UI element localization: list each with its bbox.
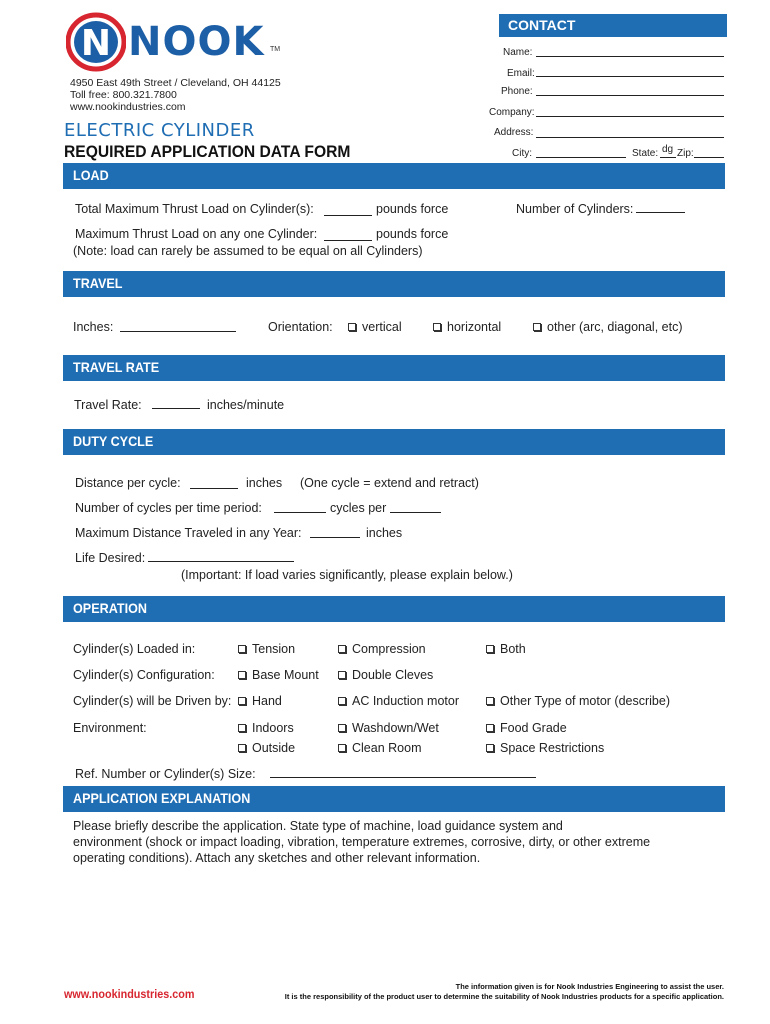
zip-label: Zip: xyxy=(677,148,694,159)
application-text-line1: Please briefly describe the application. State type of machine, load guidance system and xyxy=(73,819,563,833)
both-label: Both xyxy=(500,642,526,656)
indoors-label: Indoors xyxy=(252,721,294,735)
max-distance-unit: inches xyxy=(366,526,403,540)
life-note: (Important: If load varies significantly, please explain below.) xyxy=(181,568,513,582)
form-title: ELECTRIC CYLINDER xyxy=(64,120,255,141)
logo-letter: N xyxy=(80,23,112,64)
form-subtitle: REQUIRED APPLICATION DATA FORM xyxy=(64,142,351,161)
num-cylinders-label: Number of Cylinders: xyxy=(516,202,634,216)
checkbox[interactable] xyxy=(238,744,246,752)
company-label: Company: xyxy=(489,107,535,118)
hand-option[interactable] xyxy=(238,694,282,708)
max-thrust-unit: pounds force xyxy=(376,227,449,241)
distance-unit: inches xyxy=(246,476,283,490)
state-field[interactable] xyxy=(660,157,676,158)
cycles-field[interactable] xyxy=(274,512,326,513)
max-distance-field[interactable] xyxy=(310,537,360,538)
address-field[interactable] xyxy=(536,137,724,138)
checkbox[interactable] xyxy=(533,323,541,331)
food-grade-option[interactable] xyxy=(486,721,567,735)
space-restrictions-label: Space Restrictions xyxy=(500,741,605,755)
horizontal-label: horizontal xyxy=(447,320,502,334)
food-grade-label: Food Grade xyxy=(500,721,567,735)
load-note: (Note: load can rarely be assumed to be equal on all Cylinders) xyxy=(73,244,423,258)
inches-label: Inches: xyxy=(73,320,114,334)
disclaimer-line1: The information given is for Nook Industries Engineering to assist the user. xyxy=(455,982,724,991)
section-travel-heading: TRAVEL xyxy=(63,271,725,297)
city-label: City: xyxy=(512,148,532,159)
travel-rate-unit: inches/minute xyxy=(207,398,285,412)
city-field[interactable] xyxy=(536,157,626,158)
address-label: Address: xyxy=(494,127,534,138)
compression-label: Compression xyxy=(352,642,426,656)
tension-label: Tension xyxy=(252,642,296,656)
state-value[interactable]: dg xyxy=(662,144,674,155)
other-orientation-label: other (arc, diagonal, etc) xyxy=(547,320,683,334)
checkbox[interactable] xyxy=(238,697,246,705)
trademark: TM xyxy=(270,46,281,53)
checkbox[interactable] xyxy=(486,724,494,732)
other-orientation-option[interactable] xyxy=(533,320,683,334)
company-field[interactable] xyxy=(536,116,724,117)
email-field[interactable] xyxy=(536,76,724,77)
phone-line: Toll free: 800.321.7800 xyxy=(70,89,177,101)
state-label: State: xyxy=(632,148,659,159)
checkbox[interactable] xyxy=(238,645,246,653)
cycles-label: Number of cycles per time period: xyxy=(75,501,262,515)
double-cleves-label: Double Cleves xyxy=(352,668,434,682)
nook-logo xyxy=(66,12,126,72)
other-motor-option[interactable] xyxy=(486,694,670,708)
checkbox[interactable] xyxy=(338,724,346,732)
vertical-option[interactable] xyxy=(348,320,402,334)
footer-website[interactable]: www.nookindustries.com xyxy=(64,987,195,1001)
compression-option[interactable] xyxy=(338,642,426,656)
driven-label: Cylinder(s) will be Driven by: xyxy=(73,694,232,708)
vertical-label: vertical xyxy=(362,320,402,334)
space-restrictions-option[interactable] xyxy=(486,741,604,755)
cycles-unit: cycles per xyxy=(330,501,387,515)
distance-label: Distance per cycle: xyxy=(75,476,181,490)
travel-rate-label: Travel Rate: xyxy=(74,398,142,412)
base-mount-option[interactable] xyxy=(238,668,319,682)
footer-disclaimer xyxy=(285,982,724,1002)
tension-option[interactable] xyxy=(238,642,295,656)
total-thrust-label: Total Maximum Thrust Load on Cylinder(s): xyxy=(75,202,314,216)
life-desired-field[interactable] xyxy=(148,561,294,562)
checkbox[interactable] xyxy=(338,645,346,653)
hand-label: Hand xyxy=(252,694,282,708)
outside-label: Outside xyxy=(252,741,296,755)
travel-rate-field[interactable] xyxy=(152,408,200,409)
inches-field[interactable] xyxy=(120,331,236,332)
checkbox[interactable] xyxy=(486,645,494,653)
both-option[interactable] xyxy=(486,642,526,656)
name-field[interactable] xyxy=(536,56,724,57)
max-thrust-field[interactable] xyxy=(324,240,372,241)
ref-number-label: Ref. Number or Cylinder(s) Size: xyxy=(75,767,256,781)
checkbox[interactable] xyxy=(486,744,494,752)
email-label: Email: xyxy=(507,68,535,79)
washdown-option[interactable] xyxy=(338,721,439,735)
checkbox[interactable] xyxy=(433,323,441,331)
address-line: 4950 East 49th Street / Cleveland, OH 44125 xyxy=(70,77,281,89)
other-motor-label: Other Type of motor (describe) xyxy=(500,694,670,708)
washdown-label: Washdown/Wet xyxy=(352,721,439,735)
phone-field[interactable] xyxy=(536,95,724,96)
section-load-heading: LOAD xyxy=(63,163,725,189)
phone-label: Phone: xyxy=(501,86,533,97)
application-text-line3: operating conditions). Attach any sketches and other relevant information. xyxy=(73,851,481,865)
checkbox[interactable] xyxy=(486,697,494,705)
website-line: www.nookindustries.com xyxy=(70,101,186,113)
zip-field[interactable] xyxy=(694,157,724,158)
double-cleves-option[interactable] xyxy=(338,668,433,682)
checkbox[interactable] xyxy=(238,671,246,679)
total-thrust-field[interactable] xyxy=(324,215,372,216)
section-operation-heading: OPERATION xyxy=(63,596,725,622)
section-application-heading: APPLICATION EXPLANATION xyxy=(63,786,725,812)
checkbox[interactable] xyxy=(338,697,346,705)
ac-motor-label: AC Induction motor xyxy=(352,694,459,708)
checkbox[interactable] xyxy=(348,323,356,331)
contact-heading: CONTACT xyxy=(499,14,727,37)
base-mount-label: Base Mount xyxy=(252,668,319,682)
time-period-field[interactable] xyxy=(390,512,441,513)
max-distance-label: Maximum Distance Traveled in any Year: xyxy=(75,526,302,540)
max-thrust-label: Maximum Thrust Load on any one Cylinder: xyxy=(75,227,318,241)
section-travel-rate-heading: TRAVEL RATE xyxy=(63,355,725,381)
company-address xyxy=(70,77,281,113)
horizontal-option[interactable] xyxy=(433,320,501,334)
distance-field[interactable] xyxy=(190,488,238,489)
logo-wordmark: NOOK xyxy=(128,19,265,65)
clean-room-label: Clean Room xyxy=(352,741,422,755)
checkbox[interactable] xyxy=(338,744,346,752)
section-duty-cycle-heading: DUTY CYCLE xyxy=(63,429,725,455)
checkbox[interactable] xyxy=(338,671,346,679)
environment-label: Environment: xyxy=(73,721,147,735)
life-desired-label: Life Desired: xyxy=(75,551,146,565)
orientation-label: Orientation: xyxy=(268,320,333,334)
checkbox[interactable] xyxy=(238,724,246,732)
config-label: Cylinder(s) Configuration: xyxy=(73,668,215,682)
ac-motor-option[interactable] xyxy=(338,694,459,708)
application-text-line2: environment (shock or impact loading, vibration, temperature extremes, corrosive, dirty, or other extreme xyxy=(73,835,651,849)
application-explanation-area[interactable] xyxy=(63,870,725,970)
distance-note: (One cycle = extend and retract) xyxy=(300,476,479,490)
disclaimer-line2: It is the responsibility of the product user to determine the suitability of Nook Industries products for a specific application. xyxy=(284,992,724,1001)
clean-room-option[interactable] xyxy=(338,741,421,755)
loaded-label: Cylinder(s) Loaded in: xyxy=(73,642,196,656)
ref-number-field[interactable] xyxy=(270,777,536,778)
outside-option[interactable] xyxy=(238,741,295,755)
total-thrust-unit: pounds force xyxy=(376,202,449,216)
name-label: Name: xyxy=(503,47,533,58)
indoors-option[interactable] xyxy=(238,721,294,735)
num-cylinders-field[interactable] xyxy=(636,212,685,213)
